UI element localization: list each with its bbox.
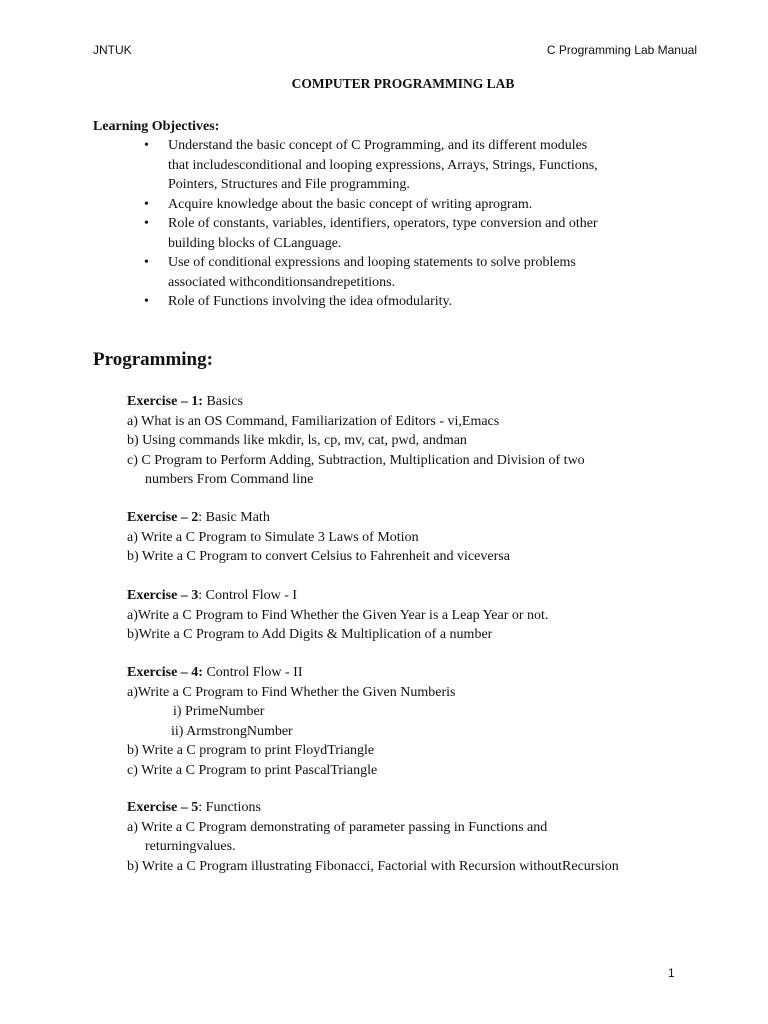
exercise-2 [127,508,510,567]
exercise-task: c) Write a C Program to print PascalTriangle [127,762,378,778]
exercise-task: a) Write a C Program demonstrating of parameter passing in Functions and [127,819,548,835]
exercise-4 [127,663,456,780]
exercise-task: b) Write a C Program to convert Celsius to Fahrenheit and viceversa [127,549,510,564]
bullet: • [144,255,149,270]
exercise-task: a)Write a C Program to Find Whether the Given Numberis [127,684,456,700]
exercise-subtask: ii) ArmstrongNumber [171,723,293,739]
header-left: JNTUK [93,43,132,57]
exercise-task: a) Write a C Program to Simulate 3 Laws of Motion [127,529,419,545]
exercise-label: Exercise – 5 [127,800,199,815]
programming-heading: Programming: [93,349,213,370]
page-number: 1 [668,966,675,980]
exercise-title: Basics [202,394,244,409]
exercise-subtask: i) PrimeNumber [173,704,265,719]
objective-line: Use of conditional expressions and looping statements to solve problems [168,255,576,270]
exercise-5 [127,798,619,876]
exercise-label: Exercise – 1: [127,394,203,409]
exercise-task: numbers From Command line [145,472,314,487]
exercise-label: Exercise – 4: [127,665,203,680]
objective-line: that includesconditional and looping expressions, Arrays, Strings, Functions, [168,157,598,173]
header-right: C Programming Lab Manual [546,43,697,57]
objective-line: Acquire knowledge about the basic concept of writing aprogram. [168,196,533,212]
bullet: • [144,196,149,212]
objective-line: Role of constants, variables, identifiers, operators, type conversion and other [168,216,598,231]
list-item [0,253,658,292]
objectives-list [0,136,658,312]
objective-line: associated withconditionsandrepetitions. [168,274,396,290]
exercise-task: b) Write a C program to print FloydTriangle [127,743,375,758]
exercise-label: Exercise – 3 [127,588,199,603]
learning-objectives-heading: Learning Objectives: [93,119,220,134]
objective-line: building blocks of CLanguage. [168,235,342,251]
bullet: • [144,216,149,231]
list-item [0,195,658,215]
list-item [0,214,658,253]
exercise-title: : Control Flow - I [198,588,298,603]
bullet: • [144,294,149,309]
exercise-title: Control Flow - II [202,665,303,680]
exercise-task: c) C Program to Perform Adding, Subtraction, Multiplication and Division of two [127,452,585,468]
objective-line: Understand the basic concept of C Programming, and its different modules [168,138,588,153]
exercise-title: : Basic Math [198,510,270,525]
exercise-title: : Functions [198,800,261,815]
exercise-3 [127,586,548,645]
objective-line: Role of Functions involving the idea ofmodularity. [168,294,453,309]
exercise-label: Exercise – 2 [127,510,199,525]
list-item [0,136,658,195]
exercise-task: a) What is an OS Command, Familiarization of Editors - vi,Emacs [127,413,500,429]
list-item [0,292,658,312]
page-title: COMPUTER PROGRAMMING LAB [291,76,515,91]
exercise-task: a)Write a C Program to Find Whether the Given Year is a Leap Year or not. [127,607,549,623]
exercise-task: b)Write a C Program to Add Digits & Multiplication of a number [127,627,493,642]
objective-line: Pointers, Structures and File programming. [168,177,410,192]
exercise-1 [127,392,585,490]
exercise-task: b) Using commands like mkdir, ls, cp, mv, cat, pwd, andman [127,433,467,448]
bullet: • [144,138,149,153]
exercise-task: b) Write a C Program illustrating Fibonacci, Factorial with Recursion withoutRecursion [127,858,619,874]
exercise-task: returningvalues. [145,839,236,854]
